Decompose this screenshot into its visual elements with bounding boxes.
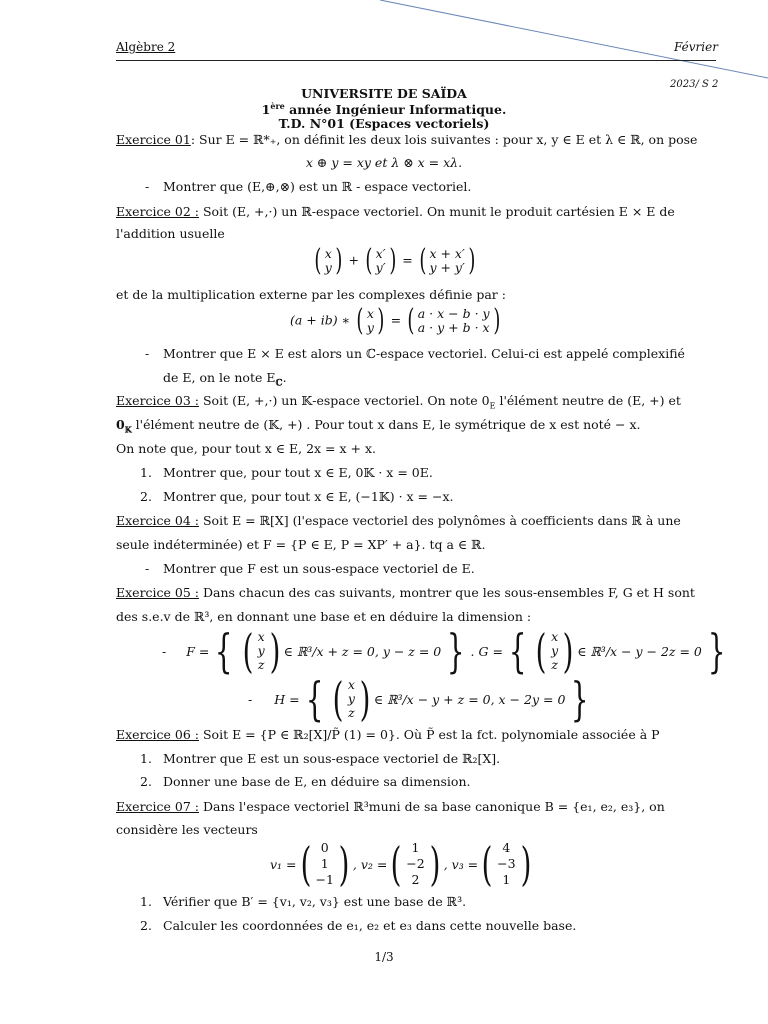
ex3-n1: 1. — [140, 465, 152, 480]
year-line: 1ère année Ingénieur Informatique. — [261, 101, 507, 118]
ex5-FG: - F = { ( x y z ) ∈ ℝ³/x + z = 0, y − z = 0 } . G = { ( x y z ) ∈ ℝ³/x − y − 2z = 0 } — [162, 624, 726, 678]
ex6-item1: Montrer que E est un sous-espace vectoriel de ℝ₂[X]. — [163, 751, 501, 766]
ex7-vectors: v₁ = ( 0 1 −1 ) , v₂ = ( 1 −2 2 ) , v₃ = ( 4 −3 1 ) — [270, 837, 531, 891]
ex3-line2: $0_𝕂$ l'élément neutre de (𝕂, +) . Pour tout x dans E, le symétrique de x est noté − x. — [116, 417, 641, 435]
ex5-line1: Exercice 05 : Dans chacun des cas suivants, montrer que les sous-ensembles F, G et H sont — [116, 585, 695, 600]
td-title: T.D. N°01 (Espaces vectoriels) — [278, 116, 490, 131]
ex6-item2: Donner une base de E, en déduire sa dimension. — [163, 774, 471, 789]
course-title: Algèbre 2 — [116, 40, 176, 54]
ex3-line1: Exercice 03 : Soit (E, +,·) un 𝕂-espace vectoriel. On note $0_E$ l'élément neutre de (E, +) et — [116, 393, 681, 411]
ex5-H: - H = { ( x y z ) ∈ ℝ³/x − y + z = 0, x − 2y = 0 } — [248, 672, 589, 726]
ex3-line3: On note que, pour tout x ∈ E, 2x = x + x. — [116, 441, 376, 456]
ex6-line1: Exercice 06 : Soit E = {P ∈ ℝ₂[X]/P̃ (1) = 0}. Où P̃ est la fct. polynomiale associée à P — [116, 727, 660, 742]
header-rule — [116, 60, 716, 61]
ex7-n1: 1. — [140, 894, 152, 909]
ex7-item1: Vérifier que B′ = {v₁, v₂, v₃} est une base de ℝ³. — [163, 894, 467, 909]
ex3-n2: 2. — [140, 489, 152, 504]
ex6-n2: 2. — [140, 774, 152, 789]
ex3-item1: Montrer que, pour tout x ∈ E, 0𝕂 · x = 0E. — [163, 465, 433, 480]
ex7-n2: 2. — [140, 918, 152, 933]
university: UNIVERSITE DE SAÏDA — [301, 86, 467, 101]
ex4-line2: seule indéterminée) et F = {P ∈ E, P = XP′ + a}. tq a ∈ ℝ. — [116, 537, 486, 552]
ex1-dash: - — [145, 179, 150, 194]
ex4-item: Montrer que F est un sous-espace vectoriel de E. — [163, 561, 475, 576]
ex7-line2: considère les vecteurs — [116, 822, 258, 837]
ex2-line3: et de la multiplication externe par les complexes définie par : — [116, 287, 506, 302]
ex1-line1: Exercice 01: Sur E = ℝ*₊, on définit les deux lois suivantes : pour x, y ∈ E et λ ∈ ℝ, on pose — [116, 132, 698, 147]
ex2-dash: - — [145, 346, 150, 361]
ex2-line2: l'addition usuelle — [116, 226, 225, 241]
ex7-line1: Exercice 07 : Dans l'espace vectoriel ℝ³muni de sa base canonique B = {e₁, e₂, e₃}, on — [116, 799, 665, 814]
ex2-line1: Exercice 02 : Soit (E, +,·) un ℝ-espace vectoriel. On munit le produit cartésien E × E de — [116, 204, 675, 219]
ex2-item2: de E, on le note $E_ℂ$. — [163, 370, 287, 389]
ex6-n1: 1. — [140, 751, 152, 766]
ex2-item1: Montrer que E × E est alors un ℂ-espace vectoriel. Celui-ci est appelé complexifié — [163, 346, 685, 361]
ex2-addition: ( x y ) + ( x′ y′ ) = ( x + x′ y + y′ ) — [314, 243, 476, 278]
page-number: 1/3 — [374, 950, 394, 964]
ex1-formula: x ⊕ y = xy et λ ⊗ x = xλ. — [305, 155, 463, 170]
month: Février — [674, 40, 718, 54]
ex4-dash: - — [145, 561, 150, 576]
ex7-item2: Calculer les coordonnées de e₁, e₂ et e₃ dans cette nouvelle base. — [163, 918, 577, 933]
ex1-item: Montrer que (E,⊕,⊗) est un ℝ - espace vectoriel. — [163, 179, 472, 194]
ex5-line2: des s.e.v de ℝ³, en donnant une base et en déduire la dimension : — [116, 609, 532, 624]
ex3-item2: Montrer que, pour tout x ∈ E, (−1𝕂) · x = −x. — [163, 489, 454, 504]
ex4-line1: Exercice 04 : Soit E = ℝ[X] (l'espace vectoriel des polynômes à coefficients dans ℝ à une — [116, 513, 681, 528]
session: 2023/ S 2 — [670, 79, 719, 90]
ex2-mult: (a + ib) ∗ ( x y ) = ( a · x − b · y a · y + b · x ) — [290, 303, 500, 338]
